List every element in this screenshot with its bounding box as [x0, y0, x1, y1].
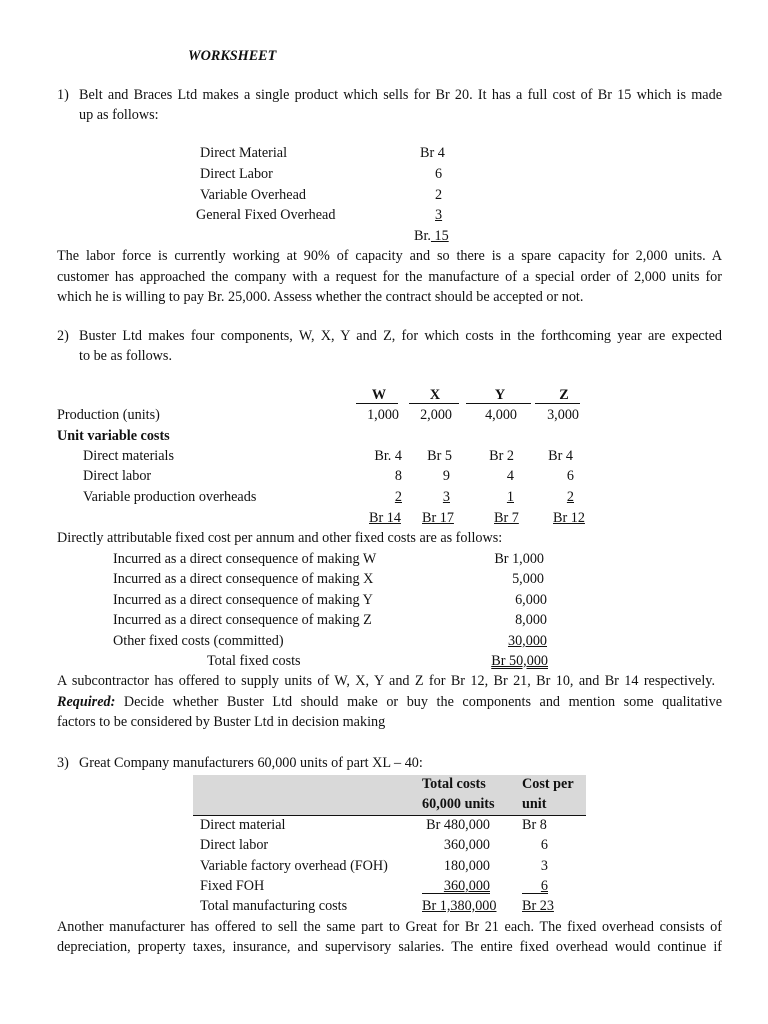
q2-required-line1 — [57, 694, 722, 711]
q1-intro-line1: Belt and Braces Ltd makes a single product which sells for Br 20. It has a full cost of Br 15 which is made — [79, 87, 722, 103]
q2-cell: 3 — [442, 489, 450, 505]
q2-fixed-label: Incurred as a direct consequence of making X — [113, 571, 374, 587]
q3-row-unit-value: 6 — [540, 878, 548, 894]
q2-fixed-value: 5,000 — [512, 571, 544, 587]
q2-header-underline — [409, 403, 459, 404]
q2-col-header: W — [371, 387, 387, 403]
q3-row-total-value: 360,000 — [443, 878, 490, 894]
q2-cell: Br 2 — [489, 448, 514, 464]
q1-number: 1) — [57, 87, 69, 103]
q2-col-header: Z — [559, 387, 569, 403]
q1-para-line2: customer has approached the company with a request for the manufacture of a special order of 2,000 units for — [57, 269, 722, 285]
q2-cell: 9 — [442, 468, 450, 484]
q2-col-header: Y — [494, 387, 506, 403]
page-title: WORKSHEET — [188, 48, 277, 64]
q3-header-unit-line1: Cost per — [522, 776, 574, 792]
q2-fixed-label: Incurred as a direct consequence of making Y — [113, 592, 373, 608]
q1-total-prefix: Br. — [414, 228, 431, 244]
q1-para-line3: which he is willing to pay Br. 25,000. Assess whether the contract should be accepted or not. — [57, 289, 584, 305]
q2-total: Br 14 — [369, 510, 401, 526]
q2-fixed-value: 8,000 — [515, 612, 547, 628]
q3-para-line2: depreciation, property taxes, insurance, and supervisory salaries. The entire fixed overhead would continue if — [57, 939, 722, 955]
q2-fixed-label: Incurred as a direct consequence of making W — [113, 551, 377, 567]
q3-row-unit: 6 — [540, 837, 548, 853]
q1-total — [414, 228, 449, 245]
q3-header-unit-line2: unit — [522, 796, 547, 812]
q2-fixed-value: Br 1,000 — [494, 551, 544, 567]
q2-cell: Br 4 — [548, 448, 573, 464]
q2-cell: 2 — [566, 489, 574, 505]
q1-intro-line2: up as follows: — [79, 107, 159, 123]
q2-fixed-value: 30,000 — [507, 633, 547, 649]
q2-production-value: 1,000 — [367, 407, 399, 423]
q1-item-label: General Fixed Overhead — [196, 207, 336, 223]
q2-header-underline — [356, 403, 398, 404]
q3-total-unit: Br 23 — [522, 898, 554, 914]
q2-production-value: 3,000 — [547, 407, 579, 423]
q2-row-label: Direct labor — [83, 468, 152, 484]
q2-production-value: 4,000 — [485, 407, 517, 423]
q3-sum-rule — [422, 893, 490, 894]
q3-para-line1: Another manufacturer has offered to sell the same part to Great for Br 21 each. The fixed overhead consists of — [57, 919, 722, 935]
q3-row-label: Direct material — [200, 817, 286, 833]
q2-cell: 1 — [506, 489, 514, 505]
q2-intro-line2: to be as follows. — [79, 348, 172, 364]
q2-required-line2: factors to be considered by Buster Ltd in decision making — [57, 714, 386, 730]
q2-row-label: Variable production overheads — [83, 489, 257, 505]
q3-row-unit: 3 — [540, 858, 548, 874]
q2-fixed-intro: Directly attributable fixed cost per annum and other fixed costs are as follows: — [57, 530, 503, 546]
q3-sum-rule — [522, 893, 548, 894]
q3-header-total-line2: 60,000 units — [422, 796, 495, 812]
q1-item-label: Direct Labor — [200, 166, 273, 182]
q2-total-fixed-value: Br 50,000 — [491, 653, 548, 669]
q2-fixed-label: Other fixed costs (committed) — [113, 633, 284, 649]
q2-total-fixed-label: Total fixed costs — [207, 653, 301, 669]
q2-cell: Br 5 — [427, 448, 452, 464]
q2-fixed-value: 6,000 — [515, 592, 547, 608]
q3-total-label: Total manufacturing costs — [200, 898, 348, 914]
q2-fixed-label: Incurred as a direct consequence of making Z — [113, 612, 372, 628]
q3-intro: Great Company manufacturers 60,000 units of part XL – 40: — [79, 755, 423, 771]
q1-total-value: 15 — [430, 228, 449, 244]
q2-header-underline — [535, 403, 580, 404]
q2-col-header: X — [429, 387, 441, 403]
q2-header-underline — [466, 403, 531, 404]
q2-cell: 4 — [506, 468, 514, 484]
q3-row-label: Fixed FOH — [200, 878, 265, 894]
q3-row-label: Variable factory overhead (FOH) — [200, 858, 388, 874]
q2-intro-line1: Buster Ltd makes four components, W, X, Y and Z, for which costs in the forthcoming year are expected — [79, 328, 722, 344]
q1-para-line1: The labor force is currently working at 90% of capacity and so there is a spare capacity for 2,000 units. A — [57, 248, 722, 264]
q3-row-unit: Br 8 — [522, 817, 547, 833]
q3-row-label: Direct labor — [200, 837, 269, 853]
q3-row-total: 180,000 — [443, 858, 490, 874]
q2-required-label: Required: — [57, 694, 116, 710]
q1-item-value: Br 4 — [420, 145, 445, 161]
q2-number: 2) — [57, 328, 69, 344]
q2-required-text: Decide whether Buster Ltd should make or buy the components and mention some qualitative — [115, 694, 722, 710]
q1-item-value: 2 — [435, 187, 443, 203]
q3-header-rule — [193, 815, 586, 816]
q2-cell: Br. 4 — [374, 448, 402, 464]
q3-row-total: Br 480,000 — [426, 817, 490, 833]
q1-item-value: 6 — [435, 166, 443, 182]
q2-total: Br 12 — [553, 510, 585, 526]
q2-total: Br 7 — [494, 510, 519, 526]
q3-number: 3) — [57, 755, 69, 771]
q2-cell: 2 — [394, 489, 402, 505]
q2-production-label: Production (units) — [57, 407, 160, 423]
q2-row-label: Direct materials — [83, 448, 174, 464]
q2-cell: 8 — [394, 468, 402, 484]
q3-header-total-line1: Total costs — [422, 776, 486, 792]
q2-subcontract-text: A subcontractor has offered to supply units of W, X, Y and Z for Br 12, Br 21, Br 10, and Br 14 respectively. — [57, 673, 715, 689]
q1-item-label: Direct Material — [200, 145, 288, 161]
q1-item-label: Variable Overhead — [200, 187, 306, 203]
q2-unit-variable-heading: Unit variable costs — [57, 428, 170, 444]
q1-item-value: 3 — [435, 207, 443, 223]
q3-total-total: Br 1,380,000 — [422, 898, 497, 914]
q2-cell: 6 — [566, 468, 574, 484]
q3-row-total: 360,000 — [443, 837, 490, 853]
q2-production-value: 2,000 — [420, 407, 452, 423]
q2-total: Br 17 — [422, 510, 454, 526]
